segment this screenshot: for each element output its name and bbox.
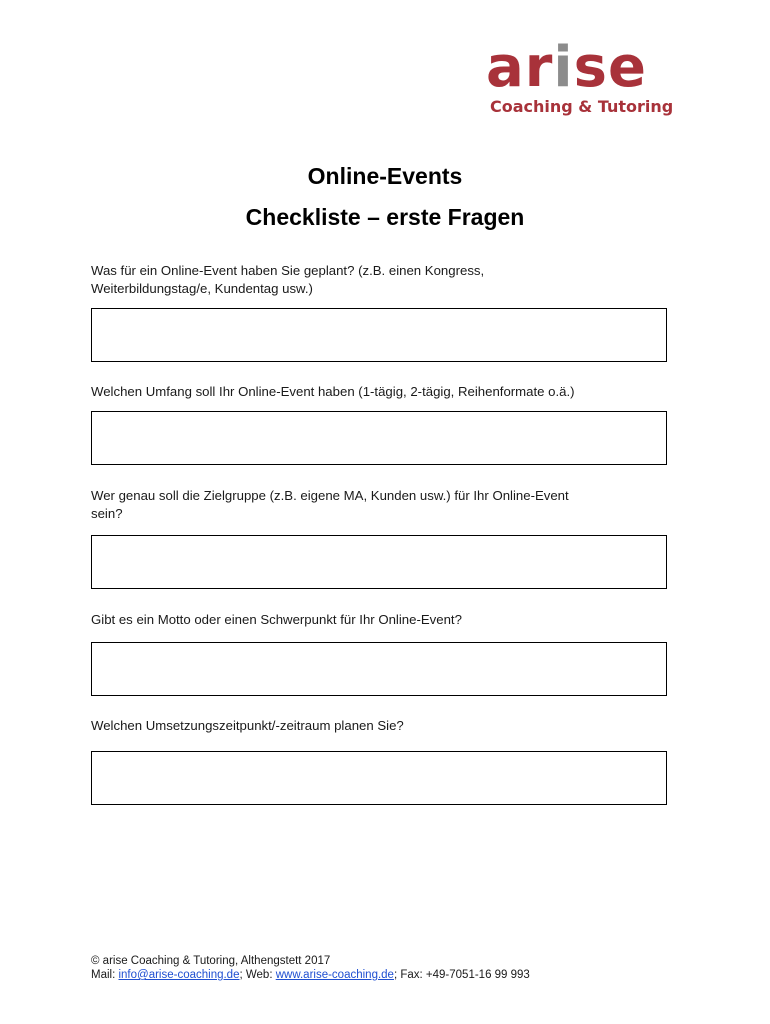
question-4 [91,611,681,629]
page-subtitle: Checkliste – erste Fragen [245,204,525,230]
question-3-line-2: sein? [91,506,123,521]
logo-word-part-i: i [553,35,574,100]
question-2-line-1: Welchen Umfang soll Ihr Online-Event haben (1-tägig, 2-tägig, Reihenformate o.ä.) [91,384,575,399]
logo-wordmark [486,35,647,100]
answer-box-3[interactable] [91,535,667,589]
question-3 [91,487,681,523]
answer-box-4[interactable] [91,642,667,696]
footer-web-label: ; Web: [239,969,276,981]
footer-web-link[interactable]: www.arise-coaching.de [275,969,394,981]
question-3-line-1: Wer genau soll die Zielgruppe (z.B. eigene MA, Kunden usw.) für Ihr Online-Event [91,488,569,503]
footer-mail-label: Mail: [91,969,119,981]
answer-box-1[interactable] [91,308,667,362]
question-2 [91,383,681,401]
answer-box-5[interactable] [91,751,667,805]
question-4-line-1: Gibt es ein Motto oder einen Schwerpunkt für Ihr Online-Event? [91,612,462,627]
question-5-line-1: Welchen Umsetzungszeitpunkt/-zeitraum planen Sie? [91,718,404,733]
question-1-line-2: Weiterbildungstag/e, Kundentag usw.) [91,281,313,296]
question-5 [91,717,681,735]
footer-copyright: © arise Coaching & Tutoring, Althengstett 2017 [91,955,331,967]
footer-fax: ; Fax: +49-7051-16 99 993 [393,969,530,981]
answer-box-2[interactable] [91,411,667,465]
question-1 [91,262,681,298]
footer [91,954,530,982]
arise-logo [486,35,686,120]
page-title: Online-Events [307,163,463,189]
footer-contact [91,968,530,982]
logo-word-part-a: ar [486,35,554,100]
footer-mail-link[interactable]: info@arise-coaching.de [118,969,240,981]
question-1-line-1: Was für ein Online-Event haben Sie geplant? (z.B. einen Kongress, [91,263,485,278]
logo-subtitle: Coaching & Tutoring [490,97,674,116]
logo-word-part-b: se [573,35,647,100]
